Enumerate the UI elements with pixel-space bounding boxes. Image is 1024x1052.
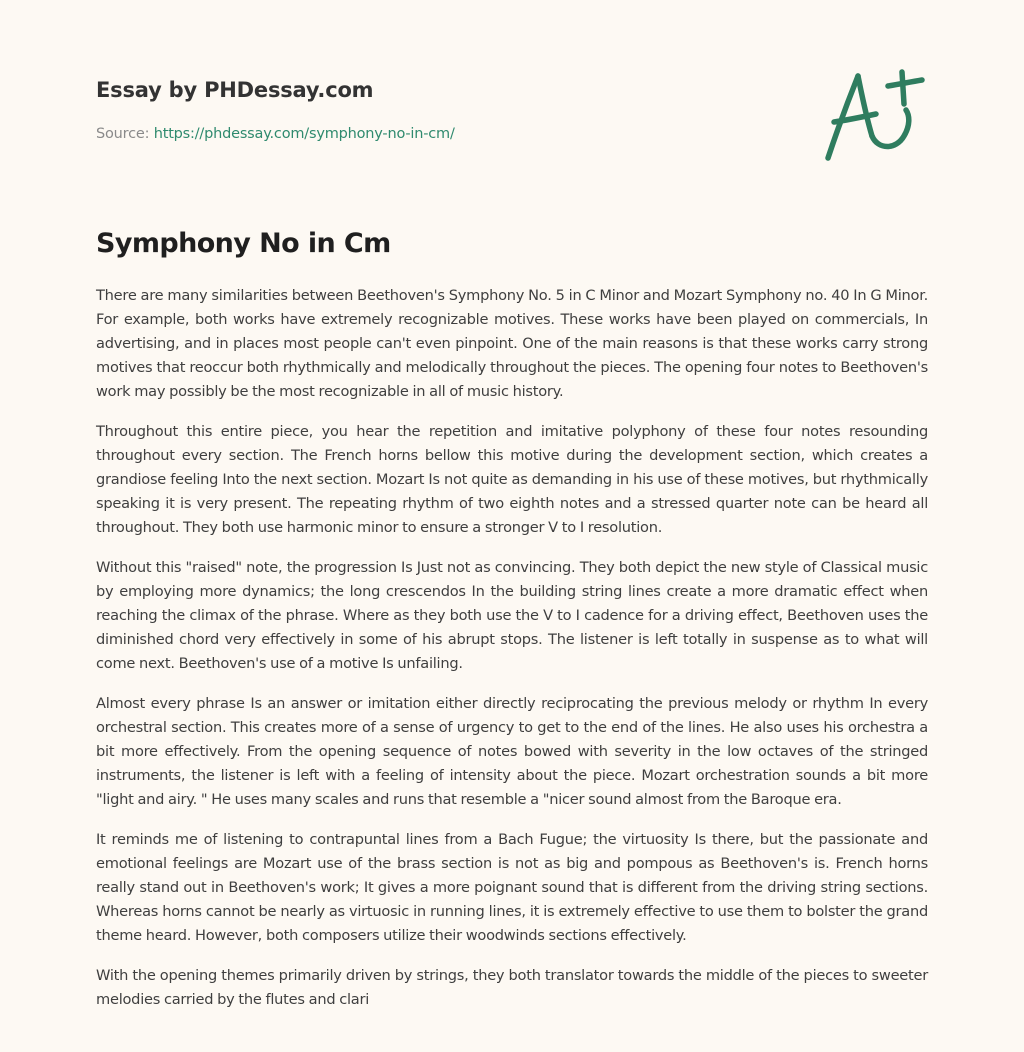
essay-title: Symphony No in Cm (96, 228, 391, 259)
essay-paragraph: Without this "raised" note, the progression Is Just not as convincing. They both depict the new style of Classical music by employing more dynamics; the long crescendos In the building string lines create a more dramatic effect when reaching the climax of the phrase. Where as they both use the V to I cadence for a driving effect, Beethoven uses the diminished chord very effectively in some of his abrupt stops. The listener is left totally in suspense as to what will come next. Beethoven's use of a motive Is unfailing. (96, 559, 928, 672)
source-link[interactable]: https://phdessay.com/symphony-no-in-cm/ (153, 126, 455, 142)
source-line (96, 124, 796, 144)
essay-paragraph: Almost every phrase Is an answer or imitation either directly reciprocating the previous melody or rhythm In every orchestral section. This creates more of a sense of urgency to get to the end of the lines. He also uses his orchestra a bit more effectively. From the opening sequence of notes bowed with severity in the low octaves of the stringed instruments, the listener is left with a feeling of intensity about the piece. Mozart orchestration sounds a bit more "light and airy. " He uses many scales and runs that resemble a "nicer sound almost from the Baroque era. (96, 695, 928, 808)
a-plus-grade-icon (820, 64, 930, 168)
site-title: Essay by PHDessay.com (96, 78, 374, 102)
source-label: Source: (96, 126, 150, 142)
essay-body (96, 284, 928, 1028)
essay-paragraph: Throughout this entire piece, you hear the repetition and imitative polyphony of these four notes resounding throughout every section. The French horns bellow this motive during the development section, which creates a grandiose feeling Into the next section. Mozart Is not quite as demanding in his use of these motives, but rhythmically speaking it is very present. The repeating rhythm of two eighth notes and a stressed quarter note can be heard all throughout. They both use harmonic minor to ensure a stronger V to I resolution. (96, 423, 928, 536)
essay-paragraph: It reminds me of listening to contrapuntal lines from a Bach Fugue; the virtuosity Is there, but the passionate and emotional feelings are Mozart use of the brass section is not as big and pompous as Beethoven's is. French horns really stand out in Beethoven's work; It gives a more poignant sound that is different from the driving string sections. Whereas horns cannot be nearly as virtuosic in running lines, it is extremely effective to use them to bolster the grand theme heard. However, both composers utilize their woodwinds sections effectively. (96, 831, 928, 944)
essay-paragraph: With the opening themes primarily driven by strings, they both translator towards the middle of the pieces to sweeter melodies carried by the flutes and clari (96, 967, 928, 1008)
page-header (96, 76, 796, 144)
essay-paragraph: There are many similarities between Beethoven's Symphony No. 5 in C Minor and Mozart Symphony no. 40 In G Minor. For example, both works have extremely recognizable motives. These works have been played on commercials, In advertising, and in places most people can't even pinpoint. One of the main reasons is that these works carry strong motives that reoccur both rhythmically and melodically throughout the pieces. The opening four notes to Beethoven's work may possibly be the most recognizable in all of music history. (96, 287, 928, 400)
